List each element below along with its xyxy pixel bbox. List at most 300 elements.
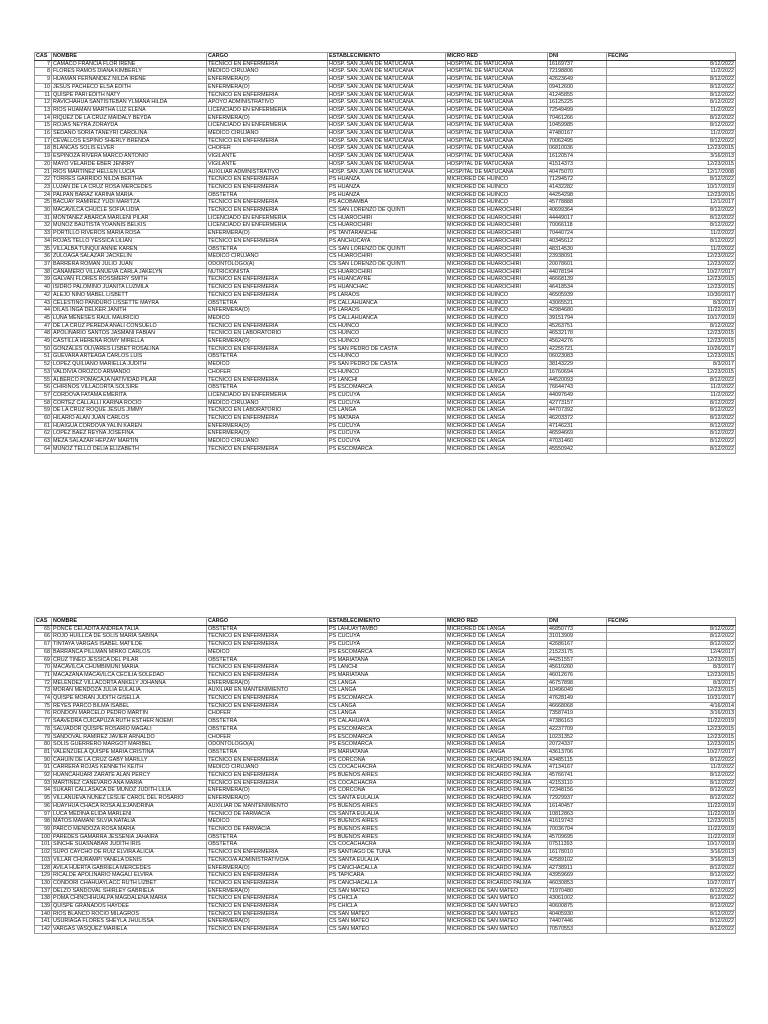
cell-fecing: 8/12/2022: [607, 926, 736, 934]
cell-establecimiento: PS ANCHUCAYA: [328, 237, 446, 245]
cell-cargo: MEDICO CIRUJANO: [207, 68, 328, 76]
table-row: [35, 895, 736, 903]
cell-cas: 23: [35, 183, 52, 191]
table-row: [35, 291, 736, 299]
cell-nombre: CAÑAMERO VILLANUEVA CARLA JAKELYN: [52, 268, 207, 276]
cell-fecing: 8/3/2017: [607, 664, 736, 672]
cell-dni: 72198806: [548, 68, 607, 76]
cell-cargo: TECNICO/A ADMINISTRATIVO/A: [207, 856, 328, 864]
cell-nombre: DILAS INGA DELKER JANITH: [52, 307, 207, 315]
cell-micro-red: MICRORED DE RICARDO PALMA: [446, 856, 548, 864]
table-row: [35, 99, 736, 107]
cell-dni: 16760694: [548, 368, 607, 376]
table-row: [35, 299, 736, 307]
table-row: [35, 83, 736, 91]
cell-cargo: TECNICO EN ENFERMERIA: [207, 772, 328, 780]
header-dni: DNI: [548, 618, 607, 626]
cell-dni: 21523175: [548, 648, 607, 656]
cell-nombre: HUAMAN FERNANDEZ NILDA IRENE: [52, 76, 207, 84]
cell-cargo: TECNICO EN ENFERMERIA: [207, 926, 328, 934]
cell-micro-red: MICRORED DE LANGA: [446, 710, 548, 718]
cell-establecimiento: PS CUCUYA: [328, 641, 446, 649]
cell-establecimiento: PS CORCONA: [328, 756, 446, 764]
cell-cargo: OBSTETRA: [207, 833, 328, 841]
cell-micro-red: MICRORED DE LANGA: [446, 384, 548, 392]
cell-establecimiento: PS BUENOS AIRES: [328, 772, 446, 780]
cell-dni: 42237709: [548, 725, 607, 733]
cell-establecimiento: PS ESCOMARCA: [328, 384, 446, 392]
cell-cargo: ENFERMERA(O): [207, 795, 328, 803]
cell-nombre: MATOS MAMANI SILVIA NATALIA: [52, 818, 207, 826]
cell-dni: 44707392: [548, 407, 607, 415]
cell-dni: 16140457: [548, 802, 607, 810]
cell-cargo: ENFERMERA(O): [207, 230, 328, 238]
cell-cas: 14: [35, 114, 52, 122]
table-row: [35, 772, 736, 780]
table-row: [35, 887, 736, 895]
cell-cargo: MEDICO: [207, 818, 328, 826]
cell-establecimiento: PS CUCUYA: [328, 633, 446, 641]
cell-dni: 46532178: [548, 330, 607, 338]
cell-nombre: DELZO SANDOVAL SHIRLEY GABRIELA: [52, 887, 207, 895]
cell-fecing: 11/22/2019: [607, 307, 736, 315]
cell-dni: 45709695: [548, 833, 607, 841]
cell-cargo: CHOFER: [207, 733, 328, 741]
cell-nombre: MELENDEZ VILLACORTA ANKELY JOHANNA: [52, 679, 207, 687]
table-row: [35, 825, 736, 833]
cell-dni: 70570553: [548, 926, 607, 934]
cell-micro-red: MICRORED DE LANGA: [446, 671, 548, 679]
cell-cargo: MEDICO CIRUJANO: [207, 253, 328, 261]
cell-dni: 44449017: [548, 214, 607, 222]
cell-nombre: PONCE CELADITA ANDREA TALIA: [52, 625, 207, 633]
cell-establecimiento: PS LANCHI: [328, 664, 446, 672]
cell-micro-red: HOSPITAL DE MATUCANA: [446, 60, 548, 68]
cell-fecing: 10/17/2019: [607, 314, 736, 322]
cell-fecing: 8/12/2022: [607, 176, 736, 184]
cell-establecimiento: CS HUAROCHIRI: [328, 222, 446, 230]
cell-establecimiento: CS SAN MATEO: [328, 887, 446, 895]
table-row: [35, 207, 736, 215]
cell-cas: 59: [35, 407, 52, 415]
cell-fecing: 8/12/2022: [607, 918, 736, 926]
cell-establecimiento: CS COCACHACRA: [328, 779, 446, 787]
cell-nombre: ZULOAGA SALAZAR JACKELIN: [52, 253, 207, 261]
cell-cas: 81: [35, 748, 52, 756]
cell-establecimiento: PS TAPICARA: [328, 872, 446, 880]
cell-dni: 43613706: [548, 748, 607, 756]
cell-establecimiento: HOSP. SAN JUAN DE MATUCANA: [328, 145, 446, 153]
cell-cas: 17: [35, 137, 52, 145]
cell-cargo: TECNICO EN ENFERMERIA: [207, 60, 328, 68]
cell-micro-red: MICRORED DE LANGA: [446, 664, 548, 672]
table-row: [35, 641, 736, 649]
table-row: [35, 687, 736, 695]
cell-establecimiento: CS LANGA: [328, 679, 446, 687]
table-row: [35, 787, 736, 795]
cell-cargo: CHOFER: [207, 145, 328, 153]
cell-cas: 130: [35, 879, 52, 887]
cell-cas: 103: [35, 856, 52, 864]
header-nombre: NOMBRE: [52, 53, 207, 61]
cell-dni: 10812863: [548, 810, 607, 818]
cell-fecing: 3/16/2013: [607, 856, 736, 864]
cell-dni: 74407446: [548, 918, 607, 926]
cell-cargo: LICENCIADO EN ENFERMERIA: [207, 214, 328, 222]
cell-cargo: TECNICO EN ENFERMERIA: [207, 415, 328, 423]
table-row: [35, 222, 736, 230]
table-row: [35, 856, 736, 864]
cell-micro-red: MICRORED DE HUAROCHIRI: [446, 276, 548, 284]
cell-micro-red: MICRORED DE HUINCO: [446, 291, 548, 299]
cell-micro-red: MICRORED DE LANGA: [446, 422, 548, 430]
cell-cas: 25: [35, 199, 52, 207]
cell-establecimiento: PS CUCUYA: [328, 422, 446, 430]
cell-dni: 10231352: [548, 733, 607, 741]
cell-cargo: TECNICO EN ENFERMERIA: [207, 671, 328, 679]
cell-dni: 47628149: [548, 695, 607, 703]
cell-dni: 41619743: [548, 818, 607, 826]
cell-dni: 10496049: [548, 687, 607, 695]
cell-cas: 30: [35, 207, 52, 215]
cell-cargo: TECNICO EN ENFERMERIA: [207, 322, 328, 330]
cell-cargo: ENFERMERA(O): [207, 864, 328, 872]
cell-nombre: ESPINOZA RIVERA MARCO ANTONIO: [52, 153, 207, 161]
cell-dni: 45778888: [548, 199, 607, 207]
cell-cas: 128: [35, 864, 52, 872]
cell-dni: 45624276: [548, 338, 607, 346]
header-micro-red: MICRO RED: [446, 53, 548, 61]
cell-nombre: CASTILLA HERENA ROMY MIRELLA: [52, 338, 207, 346]
cell-dni: 42686167: [548, 641, 607, 649]
cell-dni: 47146231: [548, 422, 607, 430]
cell-establecimiento: CS COCACHACRA: [328, 841, 446, 849]
cell-cas: 12: [35, 99, 52, 107]
cell-cargo: TECNICO EN ENFERMERIA: [207, 633, 328, 641]
cell-dni: 70036704: [548, 825, 607, 833]
cell-dni: 44097649: [548, 391, 607, 399]
cell-establecimiento: CS SAN MATEO: [328, 918, 446, 926]
cell-nombre: VILLAR CHURAMPI YANELA DENIS: [52, 856, 207, 864]
cell-nombre: RIQUEZ DE LA CRUZ MAIDALY BEYDA: [52, 114, 207, 122]
cell-cas: 129: [35, 872, 52, 880]
cell-micro-red: HOSPITAL DE MATUCANA: [446, 114, 548, 122]
cell-cas: 42: [35, 291, 52, 299]
cell-dni: 73587419: [548, 710, 607, 718]
cell-establecimiento: PS ESCOMARCA: [328, 733, 446, 741]
cell-nombre: ROJAS TELLO YESSICA LILIAN: [52, 237, 207, 245]
cell-cargo: ENFERMERA(O): [207, 430, 328, 438]
cell-cargo: MEDICO CIRUJANO: [207, 438, 328, 446]
cell-dni: 06810036: [548, 145, 607, 153]
cell-nombre: ALEJO NINO MABEL LISBETT: [52, 291, 207, 299]
table-row: [35, 764, 736, 772]
cell-cas: 66: [35, 633, 52, 641]
table-row: [35, 253, 736, 261]
cell-dni: 44520093: [548, 376, 607, 384]
table-row: [35, 199, 736, 207]
cell-nombre: RAVICHAHUA SANTISTEBAN YLMANA HILDA: [52, 99, 207, 107]
cell-nombre: MACAVILCA CHUMBIMUNI MARIA: [52, 664, 207, 672]
table-row: [35, 245, 736, 253]
cell-cas: 16: [35, 130, 52, 138]
cell-fecing: 12/23/2015: [607, 687, 736, 695]
cell-fecing: 10/27/2017: [607, 268, 736, 276]
cell-establecimiento: PS MATARA: [328, 415, 446, 423]
cell-dni: 41514373: [548, 160, 607, 168]
cell-micro-red: MICRORED DE HUAROCHIRI: [446, 260, 548, 268]
cell-fecing: 8/12/2022: [607, 99, 736, 107]
cell-micro-red: MICRORED DE HUAROCHIRI: [446, 253, 548, 261]
cell-establecimiento: CS HUAROCHIRI: [328, 253, 446, 261]
cell-cargo: OBSTETRA: [207, 841, 328, 849]
cell-cas: 60: [35, 415, 52, 423]
cell-cargo: TECNICO DE FARMACIA: [207, 825, 328, 833]
cell-nombre: SINCHE SUASNABAR JUDITH IRIS: [52, 841, 207, 849]
cell-cargo: ODONTOLOGO(A): [207, 741, 328, 749]
cell-cas: 137: [35, 887, 52, 895]
cell-fecing: 12/23/2015: [607, 368, 736, 376]
cell-dni: 07511393: [548, 841, 607, 849]
cell-micro-red: MICRORED DE SAN MATEO: [446, 918, 548, 926]
cell-nombre: QUISPE MORAN JUDITH GISELLA: [52, 695, 207, 703]
cell-establecimiento: HOSP. SAN JUAN DE MATUCANA: [328, 153, 446, 161]
cell-fecing: 11/22/2019: [607, 833, 736, 841]
cell-cargo: TECNICO EN ENFERMERIA: [207, 183, 328, 191]
cell-establecimiento: PS MARIATANA: [328, 748, 446, 756]
cell-fecing: 12/17/2008: [607, 168, 736, 176]
cell-establecimiento: PS SAN PEDRO DE CASTA: [328, 361, 446, 369]
cell-dni: 72348156: [548, 787, 607, 795]
cell-dni: 38143229: [548, 361, 607, 369]
cell-nombre: PORTILLO RIVEROS MARIA ROSA: [52, 230, 207, 238]
cell-cargo: LICENCIADO EN ENFERMERIA: [207, 391, 328, 399]
cell-cas: 102: [35, 849, 52, 857]
cell-micro-red: MICRORED DE LANGA: [446, 656, 548, 664]
cell-cas: 98: [35, 818, 52, 826]
cell-establecimiento: PS ACOBAMBA: [328, 199, 446, 207]
cell-nombre: CONDORI CHAHUAYLACC RUTH LIZBET: [52, 879, 207, 887]
cell-fecing: 8/12/2022: [607, 887, 736, 895]
header-row: [35, 53, 736, 61]
cell-fecing: 10/17/2019: [607, 841, 736, 849]
cell-dni: 48314530: [548, 245, 607, 253]
cell-cas: 80: [35, 741, 52, 749]
cell-establecimiento: CS LANGA: [328, 407, 446, 415]
cell-dni: 06023083: [548, 353, 607, 361]
cell-micro-red: MICRORED DE RICARDO PALMA: [446, 795, 548, 803]
cell-cas: 39: [35, 276, 52, 284]
cell-fecing: 10/31/2017: [607, 695, 736, 703]
table-row: [35, 137, 736, 145]
cell-dni: 10459985: [548, 122, 607, 130]
table-row: [35, 625, 736, 633]
cell-micro-red: MICRORED DE HUAROCHIRI: [446, 214, 548, 222]
cell-cas: 91: [35, 764, 52, 772]
table-row: [35, 415, 736, 423]
cell-cas: 55: [35, 376, 52, 384]
cell-cargo: LICENCIADO EN ENFERMERIA: [207, 122, 328, 130]
cell-cargo: MEDICO: [207, 648, 328, 656]
cell-fecing: 3/16/2013: [607, 153, 736, 161]
employee-table-page-1: [34, 52, 735, 454]
cell-cas: 64: [35, 445, 52, 453]
table-row: [35, 391, 736, 399]
cell-establecimiento: PS ESCOMARCA: [328, 725, 446, 733]
cell-dni: 46757898: [548, 679, 607, 687]
cell-dni: 47134167: [548, 764, 607, 772]
cell-fecing: 8/12/2022: [607, 445, 736, 453]
cell-nombre: PARCO MENDOZA ROSA MARIA: [52, 825, 207, 833]
cell-fecing: 11/2/2022: [607, 764, 736, 772]
cell-nombre: MUÑOZ BAUTISTA YOANNIS BELKIS: [52, 222, 207, 230]
cell-micro-red: MICRORED DE LANGA: [446, 741, 548, 749]
cell-fecing: 11/2/2022: [607, 68, 736, 76]
cell-nombre: AVILA HUERTA GABRIELA MERCEDES: [52, 864, 207, 872]
table-row: [35, 741, 736, 749]
cell-nombre: POMA CHINCHIHUALPA MAGDALENA MARIA: [52, 895, 207, 903]
cell-nombre: GUEVARA ARTEAGA CARLOS LUIS: [52, 353, 207, 361]
cell-cas: 10: [35, 83, 52, 91]
cell-micro-red: MICRORED DE HUINCO: [446, 338, 548, 346]
cell-dni: 20724337: [548, 741, 607, 749]
cell-fecing: 8/12/2022: [607, 60, 736, 68]
table-row: [35, 671, 736, 679]
cell-micro-red: MICRORED DE LANGA: [446, 430, 548, 438]
cell-fecing: 8/12/2022: [607, 779, 736, 787]
table-row: [35, 903, 736, 911]
cell-cargo: TECNICO EN ENFERMERIA: [207, 237, 328, 245]
cell-micro-red: MICRORED DE RICARDO PALMA: [446, 810, 548, 818]
cell-establecimiento: CS SAN LORENZO DE QUINTI: [328, 260, 446, 268]
table-row: [35, 841, 736, 849]
table-row: [35, 214, 736, 222]
cell-establecimiento: PS LANCHI: [328, 376, 446, 384]
cell-fecing: 11/22/2019: [607, 825, 736, 833]
cell-cargo: TECNICO EN ENFERMERIA: [207, 291, 328, 299]
cell-nombre: GONZALES OLIVARES LISBET ROSALINA: [52, 345, 207, 353]
cell-fecing: 8/3/2017: [607, 361, 736, 369]
cell-fecing: 12/23/2015: [607, 276, 736, 284]
cell-micro-red: HOSPITAL DE MATUCANA: [446, 122, 548, 130]
header-establecimiento: ESTABLECIMIENTO: [328, 618, 446, 626]
cell-nombre: RONDON MARCELO PEDRO MARTIN: [52, 710, 207, 718]
cell-cargo: TECNICO EN ENFERMERIA: [207, 176, 328, 184]
cell-cas: 20: [35, 160, 52, 168]
cell-establecimiento: PS ESCOMARCA: [328, 695, 446, 703]
cell-establecimiento: PS SANTIAGO DE TUNA: [328, 849, 446, 857]
cell-fecing: 8/12/2022: [607, 207, 736, 215]
cell-micro-red: MICRORED DE HUAROCHIRI: [446, 237, 548, 245]
cell-fecing: 8/12/2022: [607, 903, 736, 911]
cell-dni: 72929937: [548, 795, 607, 803]
cell-micro-red: MICRORED DE HUINCO: [446, 353, 548, 361]
cell-establecimiento: PS TANTARANCHE: [328, 230, 446, 238]
table-row: [35, 399, 736, 407]
cell-micro-red: MICRORED DE RICARDO PALMA: [446, 756, 548, 764]
cell-cas: 24: [35, 191, 52, 199]
cell-establecimiento: HOSP. SAN JUAN DE MATUCANA: [328, 106, 446, 114]
cell-fecing: 8/12/2022: [607, 641, 736, 649]
cell-establecimiento: PS CUCUYA: [328, 399, 446, 407]
cell-establecimiento: HOSP. SAN JUAN DE MATUCANA: [328, 122, 446, 130]
table-row: [35, 91, 736, 99]
cell-dni: 43485115: [548, 756, 607, 764]
table-row: [35, 864, 736, 872]
cell-micro-red: MICRORED DE HUINCO: [446, 361, 548, 369]
cell-cargo: ENFERMERA(O): [207, 787, 328, 795]
cell-cas: 36: [35, 253, 52, 261]
cell-establecimiento: CS SANTA EULALIA: [328, 810, 446, 818]
cell-dni: 46850773: [548, 625, 607, 633]
cell-nombre: SAAVEDRA CUICAPUZA RUTH ESTHER NOEMI: [52, 718, 207, 726]
cell-nombre: MACAVILCA CHUCLE SOFIA LIDIA: [52, 207, 207, 215]
table-row: [35, 648, 736, 656]
cell-fecing: 12/23/2015: [607, 725, 736, 733]
cell-micro-red: MICRORED DE LANGA: [446, 687, 548, 695]
cell-cas: 13: [35, 106, 52, 114]
cell-nombre: ALBERCO POMACAJA NATIVIDAD PILAR: [52, 376, 207, 384]
cell-fecing: 11/2/2022: [607, 391, 736, 399]
table-row: [35, 407, 736, 415]
cell-cargo: TECNICO EN ENFERMERIA: [207, 199, 328, 207]
cell-nombre: CAMACO FRANCIA FLOR IRENE: [52, 60, 207, 68]
cell-cas: 50: [35, 345, 52, 353]
cell-cas: 11: [35, 91, 52, 99]
cell-cas: 43: [35, 299, 52, 307]
cell-cargo: OBSTETRA: [207, 718, 328, 726]
cell-cargo: ENFERMERA(O): [207, 114, 328, 122]
cell-fecing: 12/23/2015: [607, 733, 736, 741]
cell-micro-red: MICRORED DE LANGA: [446, 415, 548, 423]
cell-fecing: 8/12/2022: [607, 214, 736, 222]
table-row: [35, 664, 736, 672]
cell-fecing: 4/16/2014: [607, 702, 736, 710]
cell-fecing: 10/26/2017: [607, 345, 736, 353]
cell-micro-red: MICRORED DE LANGA: [446, 376, 548, 384]
cell-cargo: MEDICO: [207, 361, 328, 369]
cell-cargo: TECNICO EN ENFERMERIA: [207, 849, 328, 857]
cell-cas: 53: [35, 368, 52, 376]
cell-fecing: 10/27/2017: [607, 879, 736, 887]
cell-micro-red: HOSPITAL DE MATUCANA: [446, 145, 548, 153]
cell-establecimiento: HOSP. SAN JUAN DE MATUCANA: [328, 60, 446, 68]
cell-micro-red: MICRORED DE LANGA: [446, 438, 548, 446]
cell-cargo: TECNICO EN ENFERMERIA: [207, 91, 328, 99]
cell-cas: 92: [35, 772, 52, 780]
cell-cargo: ENFERMERA(O): [207, 918, 328, 926]
table-row: [35, 795, 736, 803]
table-row: [35, 384, 736, 392]
cell-micro-red: MICRORED DE HUAROCHIRI: [446, 230, 548, 238]
cell-establecimiento: CS LANGA: [328, 687, 446, 695]
cell-micro-red: MICRORED DE LANGA: [446, 702, 548, 710]
cell-nombre: TORRES GARRIDO NILDA BERTHA: [52, 176, 207, 184]
cell-micro-red: MICRORED DE LANGA: [446, 695, 548, 703]
cell-nombre: VALENZUELA QUISPE MARIA CRISTINA: [52, 748, 207, 756]
header-dni: DNI: [548, 53, 607, 61]
cell-nombre: CRUZ TINEO JESSICA DEL PILAR: [52, 656, 207, 664]
cell-cargo: TECNICO EN ENFERMERIA: [207, 879, 328, 887]
cell-fecing: 12/23/2022: [607, 253, 736, 261]
cell-cargo: TECNICO DE FARMACIA: [207, 810, 328, 818]
cell-dni: 42773157: [548, 399, 607, 407]
table-row: [35, 733, 736, 741]
cell-establecimiento: CS SAN LORENZO DE QUINTI: [328, 245, 446, 253]
cell-micro-red: MICRORED DE RICARDO PALMA: [446, 802, 548, 810]
table-row: [35, 872, 736, 880]
table-row: [35, 130, 736, 138]
